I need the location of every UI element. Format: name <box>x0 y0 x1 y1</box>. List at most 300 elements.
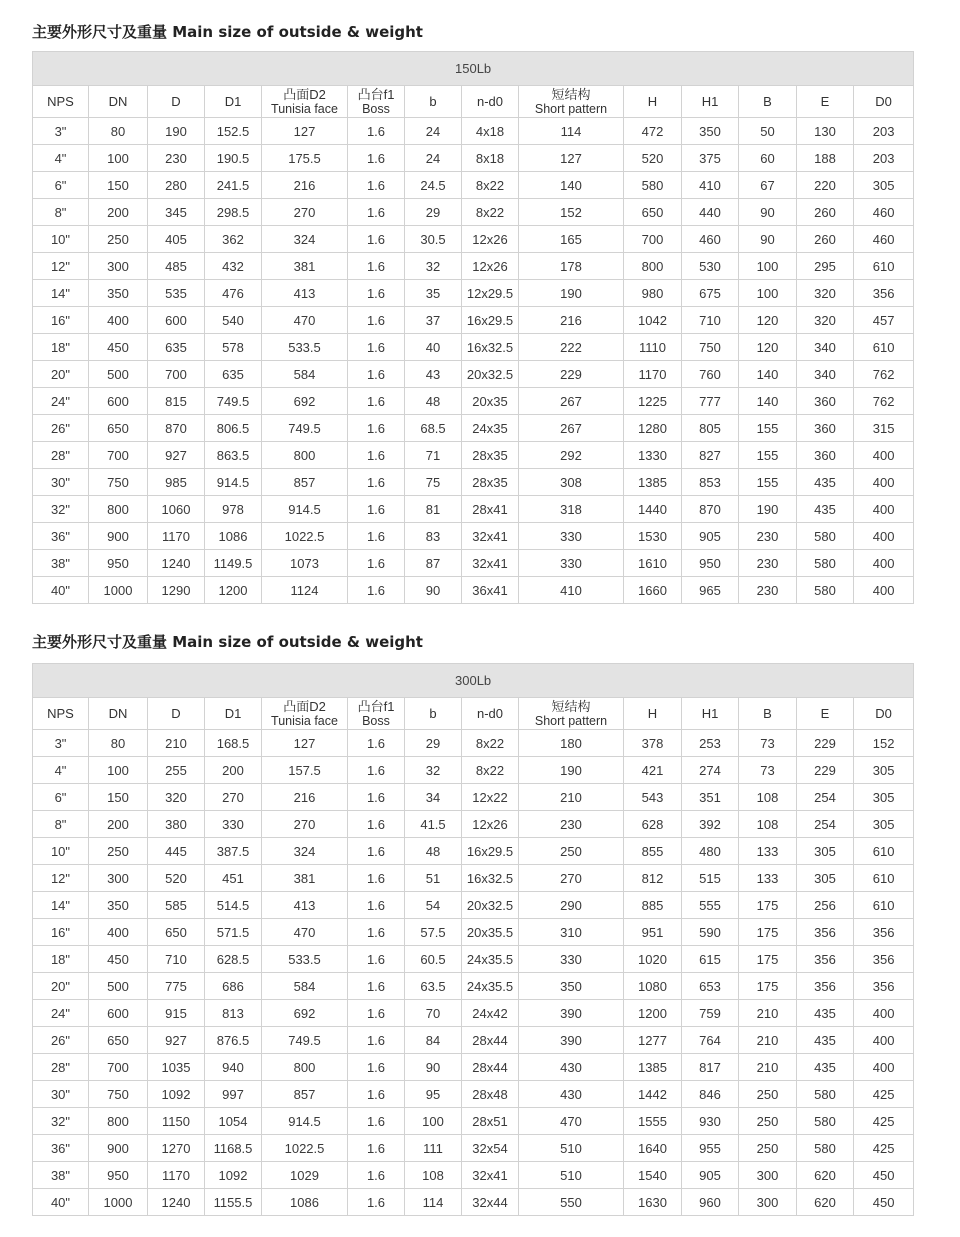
table-cell: 250 <box>89 838 148 865</box>
table-cell: 410 <box>682 172 739 199</box>
table-cell: 1170 <box>624 361 682 388</box>
table-cell: 90 <box>405 1054 462 1081</box>
table-cell: 978 <box>205 496 262 523</box>
table-cell: 1.6 <box>348 1000 405 1027</box>
table-cell: 40" <box>33 577 89 604</box>
table-cell: 83 <box>405 523 462 550</box>
table-cell: 584 <box>262 973 348 1000</box>
table-cell: 330 <box>519 523 624 550</box>
table-cell: 32x54 <box>462 1135 519 1162</box>
table-cell: 812 <box>624 865 682 892</box>
table-cell: 360 <box>797 415 854 442</box>
table-cell: 813 <box>205 1000 262 1027</box>
table-cell: 32 <box>405 757 462 784</box>
table-cell: 28x51 <box>462 1108 519 1135</box>
table-cell: 535 <box>148 280 205 307</box>
column-header-label: D0 <box>875 93 892 109</box>
table-cell: 250 <box>739 1108 797 1135</box>
table-cell: 413 <box>262 280 348 307</box>
table-cell: 75 <box>405 469 462 496</box>
table-cell: 700 <box>148 361 205 388</box>
table-cell: 421 <box>624 757 682 784</box>
table-cell: 692 <box>262 1000 348 1027</box>
table-cell: 1054 <box>205 1108 262 1135</box>
table-row <box>33 496 914 523</box>
table-cell: 310 <box>519 919 624 946</box>
table-cell: 305 <box>854 172 914 199</box>
table-cell: 750 <box>682 334 739 361</box>
table-cell: 68.5 <box>405 415 462 442</box>
table-cell: 380 <box>148 811 205 838</box>
table-cell: 520 <box>624 145 682 172</box>
table-row <box>33 334 914 361</box>
table-cell: 610 <box>854 253 914 280</box>
table-cell: 1330 <box>624 442 682 469</box>
table-cell: 1.6 <box>348 973 405 1000</box>
table-cell: 210 <box>739 1027 797 1054</box>
table-cell: 470 <box>519 1108 624 1135</box>
table-cell: 340 <box>797 361 854 388</box>
table-row <box>33 550 914 577</box>
table-cell: 114 <box>519 118 624 145</box>
table-cell: 200 <box>89 199 148 226</box>
table-cell: 100 <box>739 280 797 307</box>
table-cell: 940 <box>205 1054 262 1081</box>
table-cell: 295 <box>797 253 854 280</box>
table-cell: 330 <box>205 811 262 838</box>
table-cell: 435 <box>797 1027 854 1054</box>
table-cell: 298.5 <box>205 199 262 226</box>
table-cell: 20x35.5 <box>462 919 519 946</box>
column-header <box>262 86 348 118</box>
table-cell: 356 <box>797 973 854 1000</box>
column-header <box>624 698 682 730</box>
table-cell: 8x22 <box>462 730 519 757</box>
table-cell: 30.5 <box>405 226 462 253</box>
table-cell: 1.6 <box>348 442 405 469</box>
table-cell: 1.6 <box>348 757 405 784</box>
table-cell: 460 <box>854 226 914 253</box>
table-cell: 230 <box>739 550 797 577</box>
table-cell: 775 <box>148 973 205 1000</box>
column-header-sublabel: Boss <box>362 101 390 116</box>
table-cell: 533.5 <box>262 334 348 361</box>
section-300lb <box>32 632 913 1216</box>
table-cell: 216 <box>262 172 348 199</box>
table-cell: 580 <box>797 1135 854 1162</box>
table-cell: 51 <box>405 865 462 892</box>
table-cell: 300 <box>89 865 148 892</box>
table-cell: 292 <box>519 442 624 469</box>
table-cell: 12x29.5 <box>462 280 519 307</box>
column-header-label: H <box>647 705 658 721</box>
table-cell: 320 <box>148 784 205 811</box>
table-cell: 1.6 <box>348 838 405 865</box>
table-cell: 1.6 <box>348 1189 405 1216</box>
column-header <box>205 86 262 118</box>
table-cell: 400 <box>89 919 148 946</box>
table-cell: 480 <box>682 838 739 865</box>
table-cell: 950 <box>682 550 739 577</box>
table-row <box>33 118 914 145</box>
table-cell: 270 <box>262 199 348 226</box>
table-cell: 857 <box>262 469 348 496</box>
table-cell: 1.6 <box>348 253 405 280</box>
table-cell: 32" <box>33 496 89 523</box>
table-cell: 965 <box>682 577 739 604</box>
column-header <box>797 86 854 118</box>
column-header-sublabel: Tunisia face <box>271 101 338 116</box>
table-cell: 190 <box>519 757 624 784</box>
table-cell: 130 <box>797 118 854 145</box>
table-cell: 4" <box>33 757 89 784</box>
table-cell: 84 <box>405 1027 462 1054</box>
table-row <box>33 199 914 226</box>
table-cell: 460 <box>682 226 739 253</box>
table-cell: 270 <box>262 811 348 838</box>
table-cell: 351 <box>682 784 739 811</box>
table-cell: 100 <box>405 1108 462 1135</box>
table-cell: 230 <box>739 523 797 550</box>
table-cell: 24" <box>33 388 89 415</box>
table-cell: 543 <box>624 784 682 811</box>
column-header <box>405 86 462 118</box>
column-header <box>405 698 462 730</box>
table-cell: 356 <box>854 946 914 973</box>
table-cell: 1630 <box>624 1189 682 1216</box>
column-header-label: NPS <box>47 93 74 109</box>
table-cell: 24 <box>405 118 462 145</box>
section-title: 主要外形尺寸及重量 Main size of outside & weight <box>32 633 423 651</box>
table-cell: 1.6 <box>348 199 405 226</box>
table-cell: 165 <box>519 226 624 253</box>
table-cell: 71 <box>405 442 462 469</box>
table-cell: 930 <box>682 1108 739 1135</box>
table-cell: 274 <box>682 757 739 784</box>
table-cell: 514.5 <box>205 892 262 919</box>
table-cell: 350 <box>89 892 148 919</box>
table-cell: 863.5 <box>205 442 262 469</box>
table-cell: 152 <box>519 199 624 226</box>
table-cell: 38" <box>33 1162 89 1189</box>
table-cell: 476 <box>205 280 262 307</box>
table-cell: 32 <box>405 253 462 280</box>
table-cell: 20x32.5 <box>462 361 519 388</box>
table-cell: 1280 <box>624 415 682 442</box>
table-cell: 914.5 <box>205 469 262 496</box>
table-cell: 805 <box>682 415 739 442</box>
table-cell: 150 <box>89 172 148 199</box>
column-header <box>89 86 148 118</box>
table-cell: 870 <box>148 415 205 442</box>
table-cell: 10" <box>33 226 89 253</box>
table-cell: 168.5 <box>205 730 262 757</box>
table-body <box>33 118 914 604</box>
column-header <box>519 698 624 730</box>
table-cell: 26" <box>33 415 89 442</box>
column-header-label: D <box>171 93 181 109</box>
table-cell: 1.6 <box>348 1135 405 1162</box>
table-cell: 48 <box>405 838 462 865</box>
column-header-label: NPS <box>47 705 74 721</box>
table-cell: 300 <box>739 1162 797 1189</box>
table-cell: 40" <box>33 1189 89 1216</box>
column-header-label: 凸面D2 <box>283 86 326 102</box>
table-cell: 450 <box>854 1189 914 1216</box>
column-header <box>797 698 854 730</box>
table-cell: 350 <box>682 118 739 145</box>
table-cell: 35 <box>405 280 462 307</box>
table-cell: 254 <box>797 811 854 838</box>
table-row <box>33 838 914 865</box>
table-cell: 1149.5 <box>205 550 262 577</box>
table-cell: 157.5 <box>262 757 348 784</box>
table-cell: 378 <box>624 730 682 757</box>
table-cell: 692 <box>262 388 348 415</box>
table-cell: 230 <box>519 811 624 838</box>
column-header-row <box>33 698 914 730</box>
table-cell: 250 <box>739 1081 797 1108</box>
table-row <box>33 388 914 415</box>
table-row <box>33 280 914 307</box>
table-cell: 815 <box>148 388 205 415</box>
table-cell: 270 <box>519 865 624 892</box>
table-cell: 30" <box>33 1081 89 1108</box>
table-cell: 777 <box>682 388 739 415</box>
table-cell: 80 <box>89 118 148 145</box>
table-cell: 1.6 <box>348 334 405 361</box>
table-cell: 12x26 <box>462 253 519 280</box>
table-row <box>33 469 914 496</box>
table-cell: 1060 <box>148 496 205 523</box>
table-row <box>33 865 914 892</box>
table-cell: 362 <box>205 226 262 253</box>
table-cell: 800 <box>262 442 348 469</box>
table-cell: 28x44 <box>462 1027 519 1054</box>
table-cell: 28x35 <box>462 442 519 469</box>
table-cell: 150 <box>89 784 148 811</box>
column-header <box>33 698 89 730</box>
table-cell: 540 <box>205 307 262 334</box>
table-cell: 315 <box>854 415 914 442</box>
table-cell: 175 <box>739 973 797 1000</box>
column-header <box>348 698 405 730</box>
table-cell: 997 <box>205 1081 262 1108</box>
table-cell: 610 <box>854 334 914 361</box>
table-cell: 500 <box>89 973 148 1000</box>
column-header-label: H <box>647 93 658 109</box>
table-cell: 749.5 <box>205 388 262 415</box>
table-cell: 330 <box>519 550 624 577</box>
table-cell: 827 <box>682 442 739 469</box>
table-cell: 320 <box>797 280 854 307</box>
table-cell: 253 <box>682 730 739 757</box>
table-cell: 305 <box>854 757 914 784</box>
table-cell: 133 <box>739 838 797 865</box>
table-cell: 400 <box>854 469 914 496</box>
column-header-label: H1 <box>701 705 719 721</box>
table-cell: 800 <box>89 496 148 523</box>
table-cell: 485 <box>148 253 205 280</box>
table-cell: 1022.5 <box>262 523 348 550</box>
table-cell: 54 <box>405 892 462 919</box>
table-cell: 41.5 <box>405 811 462 838</box>
table-cell: 700 <box>89 1054 148 1081</box>
table-cell: 405 <box>148 226 205 253</box>
table-cell: 1.6 <box>348 1027 405 1054</box>
table-cell: 100 <box>89 757 148 784</box>
table-cell: 267 <box>519 388 624 415</box>
table-cell: 127 <box>262 118 348 145</box>
table-cell: 806.5 <box>205 415 262 442</box>
table-cell: 8x22 <box>462 172 519 199</box>
table-cell: 760 <box>682 361 739 388</box>
table-cell: 210 <box>739 1000 797 1027</box>
table-row <box>33 892 914 919</box>
table-cell: 40 <box>405 334 462 361</box>
table-cell: 700 <box>624 226 682 253</box>
table-cell: 28" <box>33 442 89 469</box>
table-cell: 1.6 <box>348 1081 405 1108</box>
table-cell: 120 <box>739 307 797 334</box>
table-cell: 950 <box>89 550 148 577</box>
column-header-label: 短结构 <box>551 698 591 714</box>
table-cell: 330 <box>519 946 624 973</box>
table-row <box>33 226 914 253</box>
table-cell: 108 <box>739 784 797 811</box>
table-cell: 590 <box>682 919 739 946</box>
table-cell: 24x35 <box>462 415 519 442</box>
table-cell: 1240 <box>148 550 205 577</box>
table-cell: 1086 <box>262 1189 348 1216</box>
table-cell: 12" <box>33 253 89 280</box>
table-cell: 1.6 <box>348 865 405 892</box>
column-header-row <box>33 86 914 118</box>
table-cell: 230 <box>739 577 797 604</box>
table-row <box>33 811 914 838</box>
table-cell: 10" <box>33 838 89 865</box>
table-cell: 400 <box>854 1054 914 1081</box>
table-cell: 250 <box>89 226 148 253</box>
table-cell: 320 <box>797 307 854 334</box>
table-cell: 580 <box>797 1108 854 1135</box>
table-cell: 457 <box>854 307 914 334</box>
table-cell: 210 <box>148 730 205 757</box>
table-cell: 155 <box>739 442 797 469</box>
table-cell: 175 <box>739 919 797 946</box>
table-cell: 100 <box>89 145 148 172</box>
table-cell: 140 <box>739 388 797 415</box>
table-cell: 1660 <box>624 577 682 604</box>
table-cell: 90 <box>739 226 797 253</box>
table-cell: 450 <box>89 334 148 361</box>
table-cell: 1440 <box>624 496 682 523</box>
table-cell: 12x26 <box>462 811 519 838</box>
table-cell: 222 <box>519 334 624 361</box>
table-cell: 445 <box>148 838 205 865</box>
table-row <box>33 523 914 550</box>
table-cell: 450 <box>854 1162 914 1189</box>
table-cell: 250 <box>739 1135 797 1162</box>
table-cell: 951 <box>624 919 682 946</box>
table-cell: 905 <box>682 523 739 550</box>
table-cell: 653 <box>682 973 739 1000</box>
table-cell: 70 <box>405 1000 462 1027</box>
table-cell: 127 <box>262 730 348 757</box>
table-cell: 1.6 <box>348 226 405 253</box>
table-cell: 6" <box>33 784 89 811</box>
table-cell: 60 <box>739 145 797 172</box>
table-cell: 32" <box>33 1108 89 1135</box>
table-cell: 400 <box>854 577 914 604</box>
table-cell: 30" <box>33 469 89 496</box>
table-cell: 14" <box>33 892 89 919</box>
table-cell: 16x32.5 <box>462 865 519 892</box>
table-cell: 81 <box>405 496 462 523</box>
table-cell: 432 <box>205 253 262 280</box>
table-cell: 305 <box>797 838 854 865</box>
section-title: 主要外形尺寸及重量 Main size of outside & weight <box>32 23 423 41</box>
table-cell: 960 <box>682 1189 739 1216</box>
table-cell: 255 <box>148 757 205 784</box>
table-cell: 610 <box>854 838 914 865</box>
table-cell: 210 <box>519 784 624 811</box>
table-cell: 3" <box>33 730 89 757</box>
table-cell: 533.5 <box>262 946 348 973</box>
table-cell: 600 <box>89 1000 148 1027</box>
table-row <box>33 919 914 946</box>
table-cell: 500 <box>89 361 148 388</box>
table-cell: 360 <box>797 388 854 415</box>
table-cell: 1.6 <box>348 496 405 523</box>
column-header <box>89 698 148 730</box>
column-header-label: 凸台f1 <box>357 86 395 102</box>
table-cell: 580 <box>797 523 854 550</box>
table-cell: 26" <box>33 1027 89 1054</box>
table-cell: 1170 <box>148 1162 205 1189</box>
table-cell: 20" <box>33 973 89 1000</box>
table-cell: 1.6 <box>348 1162 405 1189</box>
table-cell: 600 <box>89 388 148 415</box>
table-cell: 435 <box>797 469 854 496</box>
table-cell: 203 <box>854 145 914 172</box>
table-cell: 1530 <box>624 523 682 550</box>
table-cell: 200 <box>205 757 262 784</box>
table-row <box>33 577 914 604</box>
table-cell: 390 <box>519 1027 624 1054</box>
table-cell: 36" <box>33 523 89 550</box>
table-cell: 324 <box>262 226 348 253</box>
table-cell: 914.5 <box>262 1108 348 1135</box>
table-cell: 1270 <box>148 1135 205 1162</box>
table-cell: 29 <box>405 730 462 757</box>
table-cell: 140 <box>519 172 624 199</box>
table-cell: 749.5 <box>262 415 348 442</box>
column-header-label: b <box>429 705 437 721</box>
table-cell: 32x44 <box>462 1189 519 1216</box>
column-header-sublabel: Boss <box>362 713 390 728</box>
table-cell: 73 <box>739 730 797 757</box>
table-cell: 318 <box>519 496 624 523</box>
table-row <box>33 973 914 1000</box>
column-header <box>462 698 519 730</box>
table-cell: 472 <box>624 118 682 145</box>
table-cell: 1277 <box>624 1027 682 1054</box>
table-cell: 190 <box>519 280 624 307</box>
table-cell: 635 <box>148 334 205 361</box>
table-cell: 73 <box>739 757 797 784</box>
table-cell: 350 <box>89 280 148 307</box>
